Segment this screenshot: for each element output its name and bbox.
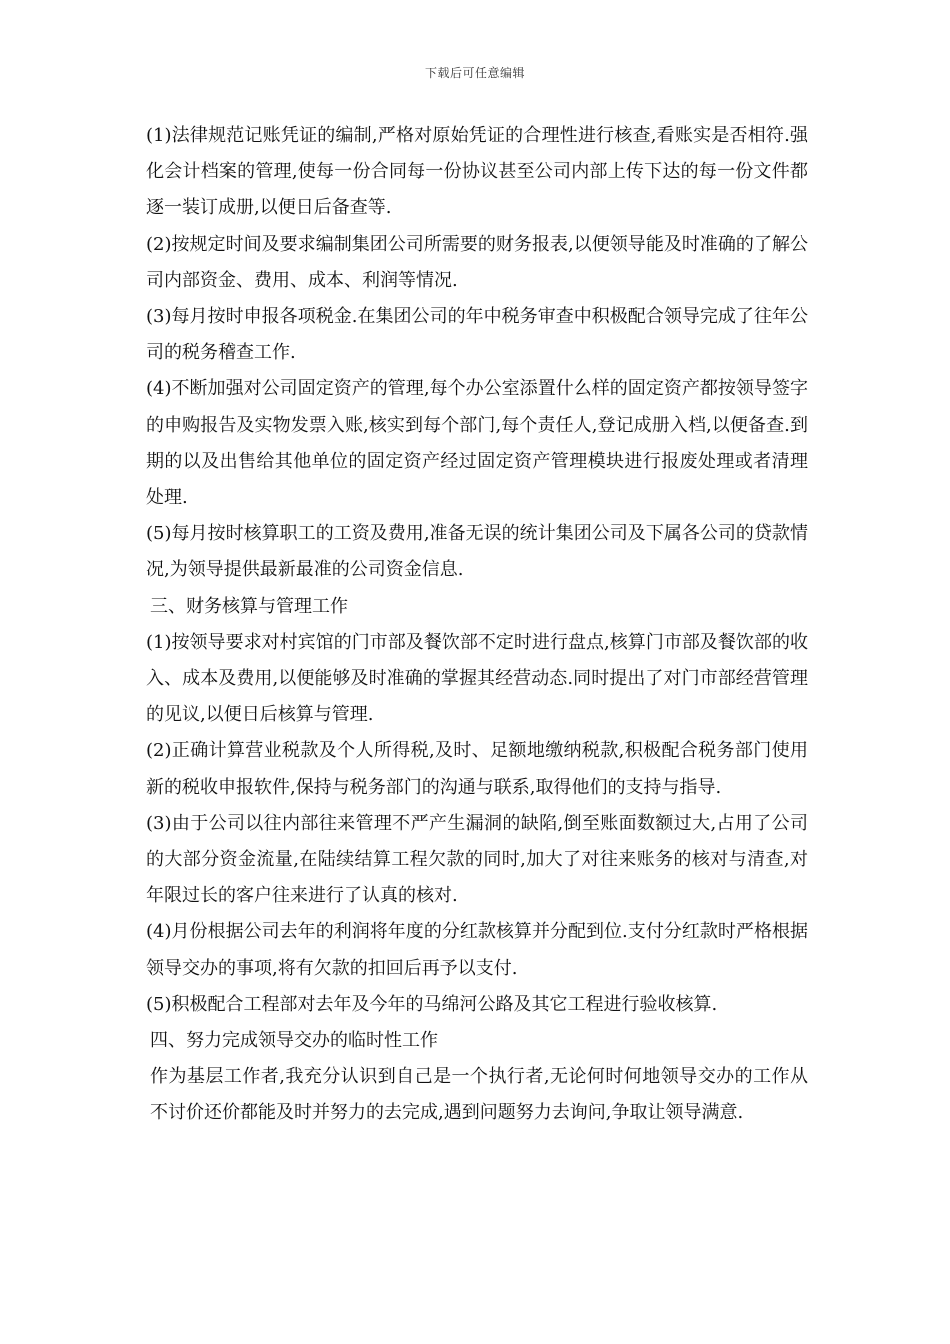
page-header: 下载后可任意编辑 [424,66,525,80]
paragraph: (4)不断加强对公司固定资产的管理,每个办公室添置什么样的固定资产都按领导签字的申购报告及实物发票入账,核实到每个部门,每个责任人,登记成册入档,以便备查.到期的以及出售给其他单位的固定资产经过固定资产管理模块进行报废处理或者清理处理. [146,378,808,509]
paragraph: (4)月份根据公司去年的利润将年度的分红款核算并分配到位.支付分红款时严格根据领导交办的事项,将有欠款的扣回后再予以支付. [146,921,808,979]
paragraph: (1)按领导要求对村宾馆的门市部及餐饮部不定时进行盘点,核算门市部及餐饮部的收入、成本及费用,以便能够及时准确的掌握其经营动态.同时提出了对门市部经营管理的见议,以便日后核算与管理. [146,631,808,726]
section-heading: 四、努力完成领导交办的临时性工作 [150,1030,438,1052]
paragraph: (2)按规定时间及要求编制集团公司所需要的财务报表,以便领导能及时准确的了解公司内部资金、费用、成本、利润等情况. [146,233,808,291]
document-body [146,118,808,1132]
paragraph: (3)每月按时申报各项税金.在集团公司的年中税务审查中积极配合领导完成了往年公司的税务稽查工作. [146,306,808,364]
paragraph: (5)每月按时核算职工的工资及费用,准备无误的统计集团公司及下属各公司的贷款情况,为领导提供最新最准的公司资金信息. [146,523,808,581]
paragraph: (5)积极配合工程部对去年及今年的马绵河公路及其它工程进行验收核算. [146,993,718,1015]
paragraph: (1)法律规范记账凭证的编制,严格对原始凭证的合理性进行核查,看账实是否相符.强化会计档案的管理,使每一份合同每一份协议甚至公司内部上传下达的每一份文件都逐一装订成册,以便日后备查等. [146,125,808,219]
paragraph: (3)由于公司以往内部往来管理不严产生漏洞的缺陷,倒至账面数额过大,占用了公司的大部分资金流量,在陆续结算工程欠款的同时,加大了对往来账务的核对与清查,对年限过长的客户往来进行了认真的核对. [146,812,808,907]
paragraph: (2)正确计算营业税款及个人所得税,及时、足额地缴纳税款,积极配合税务部门使用新的税收申报软件,保持与税务部门的沟通与联系,取得他们的支持与指导. [146,740,808,798]
paragraph: 作为基层工作者,我充分认识到自己是一个执行者,无论何时何地领导交办的工作从不讨价还价都能及时并努力的去完成,遇到问题努力去询问,争取让领导满意. [150,1066,808,1124]
section-heading: 三、财务核算与管理工作 [150,595,348,617]
